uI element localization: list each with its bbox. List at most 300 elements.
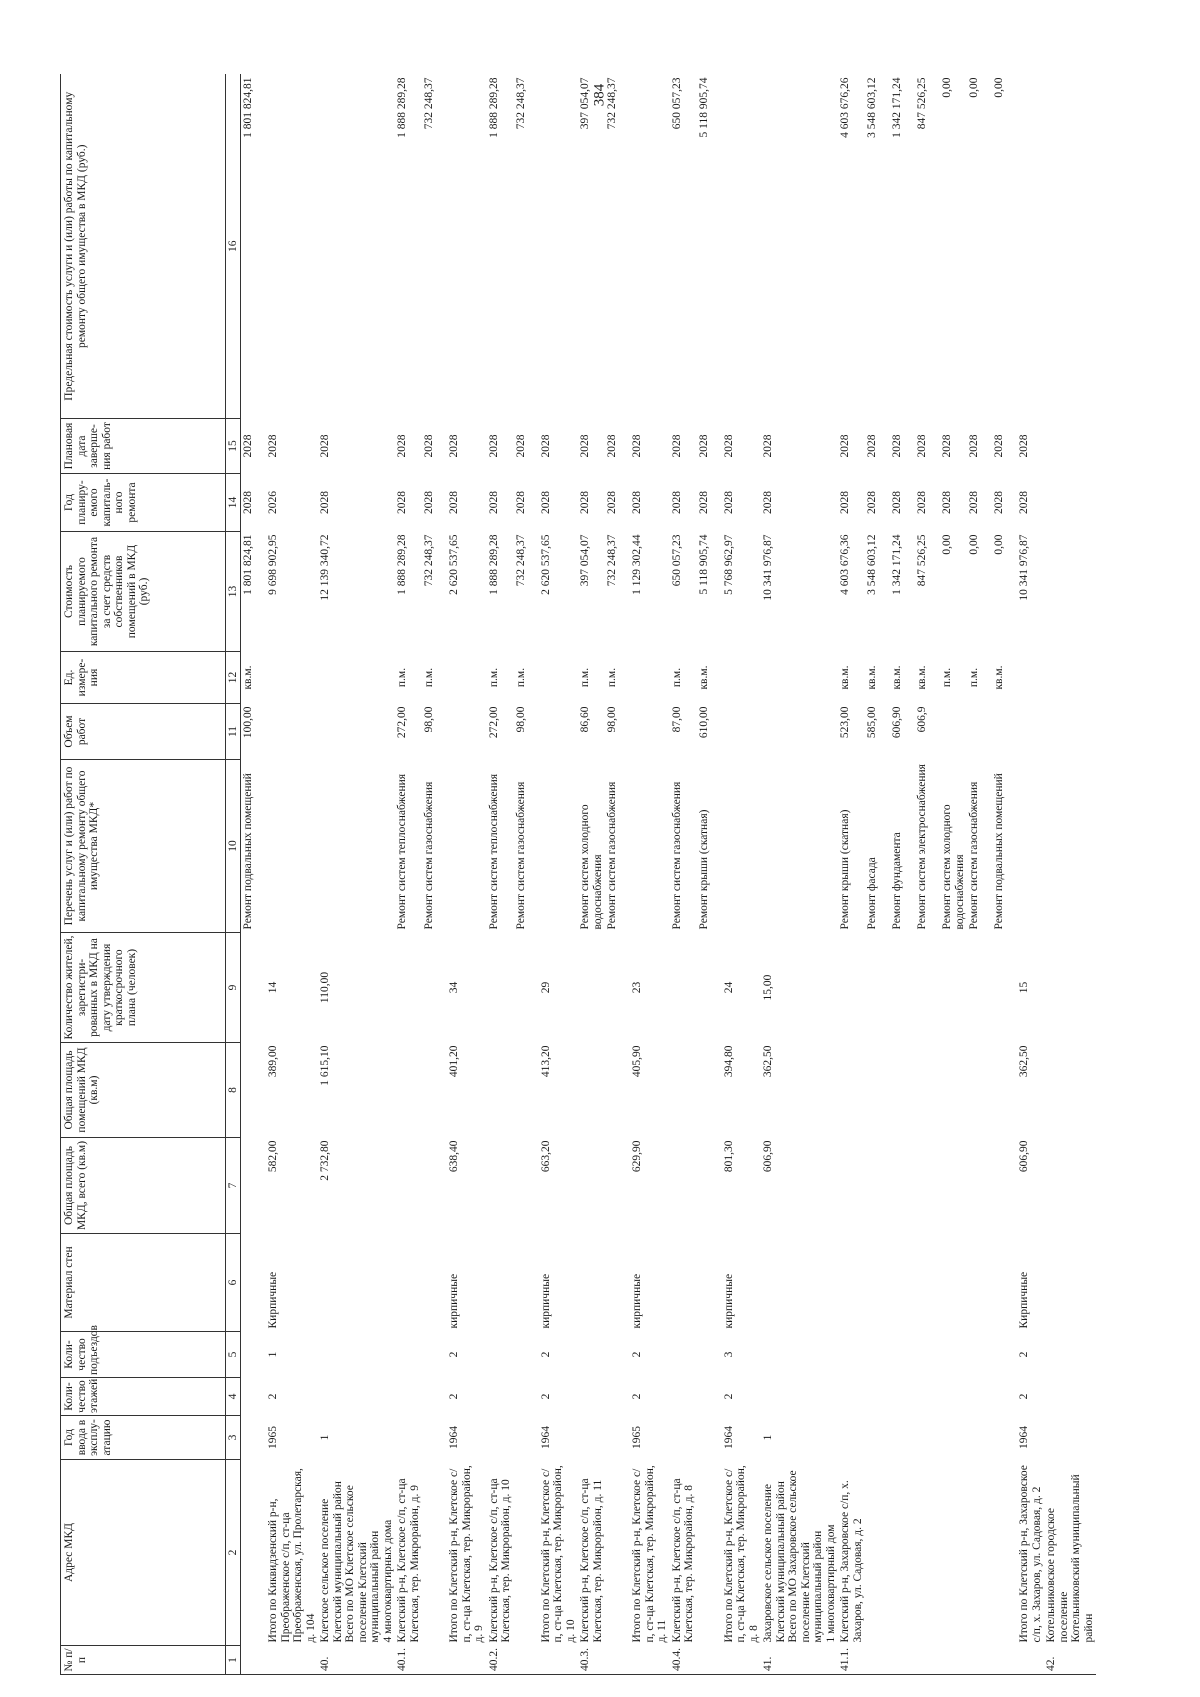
table-cell <box>487 1138 514 1234</box>
table-cell: Ремонт систем газоснабжения <box>514 781 527 930</box>
table-cell <box>241 1234 267 1332</box>
table-cell <box>890 1043 915 1138</box>
table-cell: 2028 <box>941 491 953 514</box>
table-cell: 29 <box>539 981 552 994</box>
table-cell: 1 801 824,81 <box>242 534 254 595</box>
table-cell <box>838 1043 865 1138</box>
table-cell <box>992 933 1017 1043</box>
table-cell: 2 <box>267 1393 279 1400</box>
table-row <box>539 75 579 1675</box>
table-cell: 523,00 <box>839 706 851 739</box>
table-cell: 2028 <box>762 491 774 514</box>
table-cell <box>630 704 670 760</box>
table-cell: 2028 <box>993 434 1005 458</box>
column-header: Год ввода в эксплу-атацию <box>61 1416 226 1460</box>
table-cell <box>1044 419 1096 474</box>
table-cell <box>422 1332 447 1378</box>
table-cell: 2028 <box>267 434 279 458</box>
table-cell: 2028 <box>1018 434 1030 458</box>
table-cell: Ремонт крыши (скатная) <box>697 809 710 930</box>
column-number: 4 <box>226 1378 241 1416</box>
table-cell <box>605 1332 630 1378</box>
table-cell: Клетский р-н, Клетское с/п, ст-ца Клетская, тер. Микрорайон, д. 10 <box>487 1478 512 1643</box>
table-cell <box>992 704 1017 760</box>
table-cell: 663,20 <box>539 1140 552 1173</box>
table-cell <box>967 1234 992 1332</box>
table-cell: п.м. <box>514 667 527 688</box>
column-header: Общая площадь помещений МКД (кв.м) <box>61 1043 226 1138</box>
table-cell: 1 <box>267 1351 279 1358</box>
table-cell <box>967 1332 992 1378</box>
table-cell: 1 888 289,28 <box>396 534 408 595</box>
table-cell <box>266 760 318 933</box>
table-cell <box>1044 1332 1096 1378</box>
table-cell: 0,00 <box>941 77 953 98</box>
table-cell: 1 888 289,28 <box>487 534 500 595</box>
table-cell <box>266 652 318 704</box>
table-cell <box>578 1138 605 1234</box>
table-cell: 110,00 <box>319 971 331 1004</box>
table-cell: 606,9 <box>916 706 928 733</box>
table-cell: 98,00 <box>606 706 618 733</box>
table-cell: 389,00 <box>267 1045 279 1078</box>
table-cell: 2 <box>539 1393 552 1400</box>
table-cell <box>967 1646 992 1675</box>
table-cell: 10 341 976,87 <box>762 534 774 601</box>
table-cell: Итого по Клетский р-н, Клетское с/п, ст-ца Клетская, тер. Микрорайон, д. 11 <box>631 1465 668 1643</box>
table-row <box>722 75 762 1675</box>
table-cell <box>1044 704 1096 760</box>
table-cell: 2028 <box>396 434 408 458</box>
table-cell: 40.4. <box>670 1646 697 1675</box>
table-cell: 405,90 <box>631 1045 643 1078</box>
table-cell <box>865 1460 890 1646</box>
table-cell <box>318 1378 395 1416</box>
table-cell: 40.1. <box>395 1646 422 1675</box>
table-cell <box>838 1234 865 1332</box>
table-cell: 100,00 <box>242 706 254 739</box>
table-cell <box>630 652 670 704</box>
table-cell <box>761 652 838 704</box>
table-cell: 0,00 <box>993 534 1005 555</box>
table-cell <box>865 1416 890 1460</box>
table-row <box>890 75 915 1675</box>
table-cell: Ремонт систем холодного водоснабжения <box>941 804 966 930</box>
table-cell <box>915 1460 940 1646</box>
table-cell: 732 248,37 <box>514 77 527 130</box>
table-cell <box>865 1332 890 1378</box>
table-cell: 5 768 962,97 <box>722 534 735 595</box>
table-cell: 2 <box>448 1351 460 1358</box>
table-cell <box>940 933 967 1043</box>
table-cell <box>967 933 992 1043</box>
table-cell <box>890 1646 915 1675</box>
table-cell <box>670 1043 697 1138</box>
table-cell: Ремонт систем газоснабжения <box>423 781 435 930</box>
table-cell: кв.м. <box>891 665 903 690</box>
table-cell: 650 057,23 <box>670 534 683 587</box>
table-cell <box>447 652 487 704</box>
table-cell: кв.м. <box>697 665 710 690</box>
column-number: 8 <box>226 1043 241 1138</box>
table-cell: 2028 <box>579 434 591 458</box>
table-cell <box>605 1234 630 1332</box>
table-cell: Итого по Киквидзенский р-н, Преображенское с/п, ст-ца Преображенская, ул. Пролетарская, д. 104 <box>267 1468 317 1643</box>
table-cell <box>838 1416 865 1460</box>
table-cell: 2028 <box>319 491 331 514</box>
table-cell <box>395 1416 422 1460</box>
table-row <box>940 75 967 1675</box>
table-cell <box>992 1138 1017 1234</box>
table-cell: 40.2. <box>487 1646 514 1675</box>
table-cell <box>630 1646 670 1675</box>
table-cell <box>422 1460 447 1646</box>
table-cell <box>865 1234 890 1332</box>
table-cell: 0,00 <box>968 534 980 555</box>
table-row <box>1017 75 1044 1675</box>
table-cell <box>1044 652 1096 704</box>
table-cell <box>915 1646 940 1675</box>
table-cell <box>967 1043 992 1138</box>
column-header: Адрес МКД <box>61 1460 226 1646</box>
table-row <box>967 75 992 1675</box>
table-cell <box>539 75 579 419</box>
table-cell: 1964 <box>722 1426 735 1449</box>
table-row <box>514 75 539 1675</box>
table-cell: 2 620 537,65 <box>448 534 460 595</box>
table-cell: 2028 <box>891 491 903 514</box>
table-cell <box>422 933 447 1043</box>
table-cell <box>722 652 762 704</box>
column-number: 3 <box>226 1416 241 1460</box>
table-row <box>395 75 422 1675</box>
table-cell: 3 548 603,12 <box>866 77 878 138</box>
table-cell: Ремонт систем газоснабжения <box>670 781 683 930</box>
table-cell <box>967 1416 992 1460</box>
table-cell <box>241 933 267 1043</box>
table-cell: 362,50 <box>762 1045 774 1078</box>
table-cell <box>422 1138 447 1234</box>
column-number: 12 <box>226 652 241 704</box>
table-cell: 10 341 976,87 <box>1018 534 1030 601</box>
table-cell: 2028 <box>423 491 435 514</box>
table-cell: 847 526,25 <box>916 77 928 130</box>
table-row <box>578 75 605 1675</box>
table-body <box>241 75 1097 1675</box>
table-cell <box>539 1646 579 1675</box>
table-cell <box>670 1416 697 1460</box>
table-cell <box>514 1378 539 1416</box>
table-cell: 732 248,37 <box>423 534 435 587</box>
table-cell <box>514 1234 539 1332</box>
table-cell <box>539 760 579 933</box>
table-cell <box>915 1234 940 1332</box>
table-cell: кв.м. <box>993 665 1005 690</box>
table-cell <box>1017 75 1044 419</box>
column-number: 7 <box>226 1138 241 1234</box>
table-cell: 2028 <box>242 491 254 514</box>
table-cell <box>422 1378 447 1416</box>
table-cell <box>761 1332 838 1378</box>
table-cell <box>967 704 992 760</box>
table-cell <box>578 1416 605 1460</box>
table-cell: 413,20 <box>539 1045 552 1078</box>
table-cell: Захаровское сельское поселение Клетский муниципальный район Всего по МО Захаровское сельское поселение Клетский муниципальный район 1 многоквартирный дом <box>762 1470 837 1643</box>
column-header: № п/п <box>61 1646 226 1675</box>
table-cell <box>865 1043 890 1138</box>
document-table-rotated <box>60 75 1200 1675</box>
table-cell <box>967 1460 992 1646</box>
table-cell: 2028 <box>487 491 500 514</box>
table-cell: Ремонт фундамента <box>891 832 903 930</box>
column-number: 2 <box>226 1460 241 1646</box>
table-cell <box>761 75 838 419</box>
table-cell <box>992 1332 1017 1378</box>
table-cell: 2028 <box>722 434 735 458</box>
table-cell <box>487 1234 514 1332</box>
table-cell <box>992 1646 1017 1675</box>
table-cell <box>1044 1378 1096 1416</box>
table-cell <box>241 1378 267 1416</box>
table-cell <box>395 1378 422 1416</box>
table-cell <box>241 1646 267 1675</box>
table-cell: 41.1. <box>838 1646 865 1675</box>
table-cell <box>1017 704 1044 760</box>
table-cell: 2028 <box>539 491 552 514</box>
table-cell: 2 <box>539 1351 552 1358</box>
table-cell <box>266 704 318 760</box>
table-cell <box>697 1378 722 1416</box>
table-cell: кирпичные <box>631 1273 643 1329</box>
table-cell: 732 248,37 <box>606 534 618 587</box>
table-cell: 2028 <box>514 434 527 458</box>
table-cell <box>722 1646 762 1675</box>
table-cell: 401,20 <box>448 1045 460 1078</box>
table-cell: 2028 <box>242 434 254 458</box>
table-cell: 2028 <box>487 434 500 458</box>
table-cell <box>266 1646 318 1675</box>
table-cell <box>514 1646 539 1675</box>
column-number: 10 <box>226 760 241 933</box>
table-cell <box>266 75 318 419</box>
table-cell <box>487 1332 514 1378</box>
capital-repair-table <box>60 75 1096 1676</box>
table-cell: п.м. <box>487 667 500 688</box>
table-cell <box>1017 1646 1044 1675</box>
table-cell <box>422 1234 447 1332</box>
table-cell: 98,00 <box>514 706 527 733</box>
table-cell: 2028 <box>539 434 552 458</box>
table-cell: п.м. <box>423 667 435 688</box>
table-cell: 2028 <box>1018 491 1030 514</box>
table-cell <box>940 1416 967 1460</box>
table-cell: 40. <box>318 1646 395 1675</box>
table-cell <box>1044 1234 1096 1332</box>
table-header <box>61 75 226 1675</box>
table-cell: кв.м. <box>242 665 254 690</box>
table-cell: 5 118 905,74 <box>697 77 710 138</box>
table-cell <box>940 1378 967 1416</box>
table-cell: 40.3. <box>578 1646 605 1675</box>
table-cell: 4 603 676,26 <box>839 77 851 138</box>
table-cell: 2 620 537,65 <box>539 534 552 595</box>
table-cell <box>487 1043 514 1138</box>
table-cell: 2028 <box>670 434 683 458</box>
table-cell: 2028 <box>839 434 851 458</box>
table-cell <box>697 1234 722 1332</box>
table-cell <box>992 1234 1017 1332</box>
table-cell: 585,00 <box>866 706 878 739</box>
table-cell: 1 888 289,28 <box>487 77 500 138</box>
table-cell: п.м. <box>396 667 408 688</box>
column-header: Коли-чество подъездов <box>61 1332 226 1378</box>
table-cell: 2 732,80 <box>319 1140 331 1181</box>
table-cell <box>697 1460 722 1646</box>
table-cell: 2 <box>631 1393 643 1400</box>
column-header: Стоимость планируемого капитального ремонта за счет средств собственников помещений в МКД (руб.) <box>61 532 226 652</box>
table-cell <box>1044 75 1096 419</box>
table-cell: 2028 <box>993 491 1005 514</box>
table-cell <box>241 1043 267 1138</box>
table-cell: 1 801 824,81 <box>242 77 254 138</box>
table-cell <box>967 1138 992 1234</box>
table-cell <box>447 704 487 760</box>
column-number: 16 <box>226 75 241 419</box>
table-cell <box>940 1234 967 1332</box>
table-cell: Клетский р-н, Клетское с/п, ст-ца Клетская, тер. Микрорайон, д. 11 <box>579 1478 604 1643</box>
table-cell: 12 139 340,72 <box>319 534 331 601</box>
table-cell: 732 248,37 <box>606 77 618 130</box>
table-cell: 34 <box>448 981 460 994</box>
table-cell: 1 615,10 <box>319 1045 331 1086</box>
table-cell: 582,00 <box>267 1140 279 1173</box>
table-cell: Котельниковское городское поселение Котельниковский муниципальный район <box>1045 1474 1095 1643</box>
table-cell <box>670 1138 697 1234</box>
table-row <box>697 75 722 1675</box>
table-cell: 1964 <box>1018 1426 1030 1449</box>
column-header: Количество жителей, зарегистри-рованных в МКД на дату утверждения краткосрочного плана (человек) <box>61 933 226 1043</box>
table-cell: 2028 <box>762 434 774 458</box>
table-cell <box>722 760 762 933</box>
table-cell <box>967 1378 992 1416</box>
table-cell <box>761 1378 838 1416</box>
column-header: Объем работ <box>61 704 226 760</box>
table-cell <box>865 1378 890 1416</box>
table-cell <box>1044 933 1096 1043</box>
table-cell <box>865 1138 890 1234</box>
table-cell <box>514 1460 539 1646</box>
table-cell: 98,00 <box>423 706 435 733</box>
table-cell: 2028 <box>697 434 710 458</box>
table-cell <box>241 1138 267 1234</box>
table-cell <box>539 652 579 704</box>
table-cell: кирпичные <box>539 1273 552 1329</box>
table-cell: 2028 <box>866 434 878 458</box>
table-cell <box>605 1416 630 1460</box>
table-cell: 24 <box>722 981 735 994</box>
column-number: 14 <box>226 474 241 532</box>
table-cell <box>605 1460 630 1646</box>
table-cell <box>838 1138 865 1234</box>
table-cell <box>992 1378 1017 1416</box>
table-cell: 610,00 <box>697 706 710 739</box>
table-cell: 86,60 <box>579 706 591 733</box>
table-cell: 2028 <box>631 434 643 458</box>
table-cell: 1 342 171,24 <box>891 534 903 595</box>
table-cell <box>890 1460 915 1646</box>
table-cell <box>630 760 670 933</box>
table-cell <box>1044 1043 1096 1138</box>
table-cell <box>1017 760 1044 933</box>
table-cell: Ремонт систем электроснабжения <box>916 764 928 930</box>
table-cell: 1964 <box>539 1426 552 1449</box>
table-cell <box>890 1332 915 1378</box>
table-cell: Ремонт систем газоснабжения <box>606 781 618 930</box>
table-cell <box>318 760 395 933</box>
table-cell: Клетский р-н, Захаровское с/п, х. Захаров, ул. Садовая, д. 2 <box>839 1480 864 1643</box>
table-cell: 3 548 603,12 <box>866 534 878 595</box>
table-row <box>761 75 838 1675</box>
table-cell: 2 <box>448 1393 460 1400</box>
table-cell: 2028 <box>423 434 435 458</box>
table-cell: 3 <box>722 1351 735 1358</box>
table-cell <box>514 1332 539 1378</box>
table-cell: кирпичные <box>722 1273 735 1329</box>
table-row <box>670 75 697 1675</box>
column-number: 5 <box>226 1332 241 1378</box>
table-cell: 2028 <box>606 491 618 514</box>
table-cell: 1 342 171,24 <box>891 77 903 138</box>
table-row <box>422 75 447 1675</box>
table-cell: 847 526,25 <box>916 534 928 587</box>
table-cell: Итого по Клетский р-н, Захаровское с/п, х. Захаров, ул. Садовая, д. 2 <box>1018 1465 1043 1643</box>
table-cell: 606,90 <box>891 706 903 739</box>
table-cell: 2 <box>1018 1393 1030 1400</box>
table-cell <box>670 1332 697 1378</box>
table-cell: 9 698 902,95 <box>267 534 279 595</box>
table-cell: п.м. <box>941 667 953 688</box>
table-row <box>630 75 670 1675</box>
table-cell <box>865 933 890 1043</box>
column-header: Предельная стоимость услуги и (или) работы по капитальному ремонту общего имущества в МКД (руб.) <box>61 75 226 419</box>
table-cell <box>865 1646 890 1675</box>
table-cell <box>605 1378 630 1416</box>
table-cell <box>940 1646 967 1675</box>
table-cell: кв.м. <box>839 665 851 690</box>
table-cell: 42. <box>1044 1646 1096 1675</box>
table-cell: 2028 <box>916 491 928 514</box>
table-cell <box>915 1332 940 1378</box>
table-cell <box>487 1416 514 1460</box>
table-row <box>865 75 890 1675</box>
table-cell <box>670 1234 697 1332</box>
table-cell <box>697 1332 722 1378</box>
table-cell: 2028 <box>722 491 735 514</box>
table-cell <box>761 704 838 760</box>
table-cell <box>1044 474 1096 532</box>
table-cell: Ремонт систем газоснабжения <box>968 781 980 930</box>
table-cell: 0,00 <box>968 77 980 98</box>
table-cell: 2 <box>1018 1351 1030 1358</box>
table-cell: 2028 <box>866 491 878 514</box>
column-number: 9 <box>226 933 241 1043</box>
table-cell: кв.м. <box>916 665 928 690</box>
table-cell <box>915 1138 940 1234</box>
table-cell <box>318 704 395 760</box>
table-cell <box>241 1416 267 1460</box>
table-cell: Итого по Клетский р-н, Клетское с/п, ст-ца Клетская, тер. Микрорайон, д. 9 <box>448 1465 485 1643</box>
table-cell <box>578 1378 605 1416</box>
